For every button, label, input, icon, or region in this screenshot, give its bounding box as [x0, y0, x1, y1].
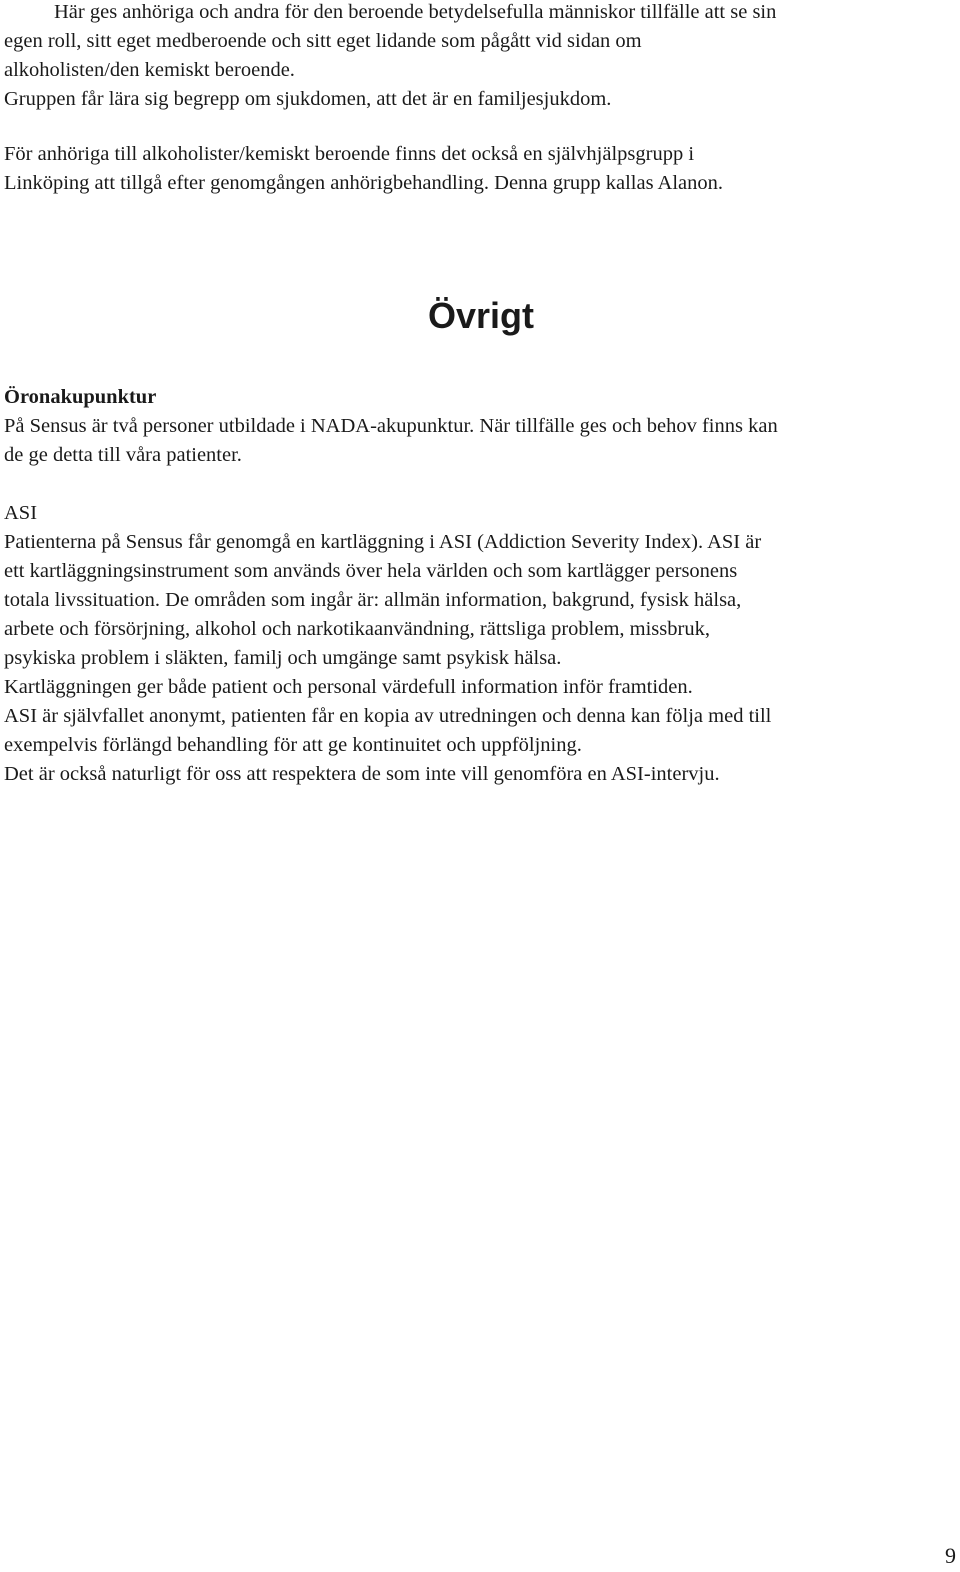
text-line: ASI är självfallet anonymt, patienten får en kopia av utredningen och denna kan följa med till [4, 705, 772, 727]
paragraph-alanon [4, 140, 723, 198]
page-number: 9 [945, 1543, 956, 1568]
text-line: Här ges anhöriga och andra för den beroende betydelsefulla människor tillfälle att se sin [54, 1, 777, 23]
section-title: Övrigt [427, 295, 534, 336]
text-line: För anhöriga till alkoholister/kemiskt beroende finns det också en självhjälpsgrupp i [4, 143, 695, 165]
paragraph-asi [4, 528, 771, 789]
text-line: Patienterna på Sensus får genomgå en kartläggning i ASI (Addiction Severity Index). ASI är [4, 531, 762, 553]
text-line: totala livssituation. De områden som ingår är: allmän information, bakgrund, fysisk hälsa, [4, 589, 742, 611]
text-line: psykiska problem i släkten, familj och umgänge samt psykisk hälsa. [4, 647, 562, 669]
subsection-heading-asi: ASI [4, 502, 38, 524]
text-line: alkoholisten/den kemiskt beroende. [4, 59, 295, 81]
text-line: På Sensus är två personer utbildade i NADA-akupunktur. När tillfälle ges och behov finns kan [4, 415, 778, 437]
text-line: egen roll, sitt eget medberoende och sitt eget lidande som pågått vid sidan om [4, 30, 642, 52]
paragraph-relatives-group [4, 0, 776, 114]
text-line: Kartläggningen ger både patient och personal värdefull information inför framtiden. [4, 676, 693, 698]
text-line: arbete och försörjning, alkohol och narkotikaanvändning, rättsliga problem, missbruk, [4, 618, 710, 640]
text-line: Linköping att tillgå efter genomgången anhörigbehandling. Denna grupp kallas Alanon. [4, 172, 724, 194]
text-line: exempelvis förlängd behandling för att ge kontinuitet och uppföljning. [4, 734, 582, 756]
text-line: Det är också naturligt för oss att respektera de som inte vill genomföra en ASI-intervju. [4, 763, 720, 785]
subsection-heading-acupuncture: Öronakupunktur [4, 386, 157, 408]
text-line: ett kartläggningsinstrument som används över hela världen och som kartlägger personens [4, 560, 738, 582]
text-line: Gruppen får lära sig begrepp om sjukdomen, att det är en familjesjukdom. [4, 88, 612, 110]
text-line: de ge detta till våra patienter. [4, 444, 242, 466]
paragraph-acupuncture [4, 412, 778, 470]
